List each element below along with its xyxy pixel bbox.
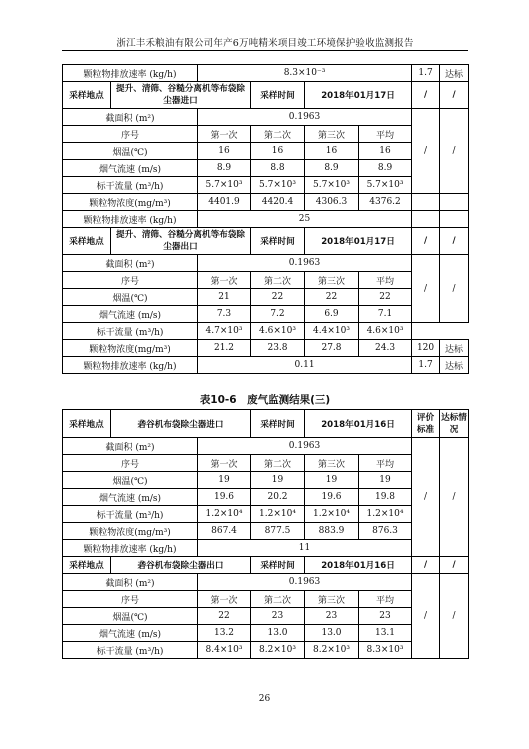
date-value: 2018年01月17日 (305, 82, 412, 109)
compliance-header: 达标情况 (440, 410, 469, 438)
site-value: 砻谷机布袋除尘器进口 (111, 410, 251, 438)
column-header: 第二次 (251, 272, 305, 289)
cell: 23.8 (251, 340, 305, 357)
slash-cell: / (440, 557, 469, 574)
cell: 13.1 (359, 625, 412, 642)
page-number: 26 (258, 694, 271, 704)
rate-label: 颗粒物排放速率 (kg/h) (63, 65, 198, 82)
cell: 876.3 (359, 523, 412, 540)
column-header: 第二次 (251, 455, 305, 472)
column-header: 第二次 (251, 126, 305, 143)
date-value: 2018年01月16日 (305, 557, 412, 574)
cell: 24.3 (359, 340, 412, 357)
cell: 19 (251, 472, 305, 489)
cell: 19.6 (198, 489, 251, 506)
row-label: 标干流量 (m³/h) (63, 642, 198, 659)
cell: 8.4×10³ (198, 642, 251, 659)
table-row (63, 357, 469, 374)
row-label: 颗粒物浓度(mg/m³) (63, 194, 198, 211)
column-header: 平均 (359, 272, 412, 289)
column-header: 第一次 (198, 126, 251, 143)
monitoring-table-1 (62, 64, 469, 374)
eval-standard-header: 评价标准 (412, 410, 440, 438)
limit-value: 1.7 (412, 357, 440, 374)
slash-cell: / (412, 82, 440, 109)
cell: 7.1 (359, 306, 412, 323)
cell: 5.7×10³ (251, 177, 305, 194)
limit-value: 120 (412, 340, 440, 357)
cell: 5.7×10³ (359, 177, 412, 194)
row-label: 标干流量 (m³/h) (63, 177, 198, 194)
column-header: 序号 (63, 272, 198, 289)
cell: 27.8 (305, 340, 359, 357)
header-row (63, 591, 469, 608)
cell: 4.4×10³ (305, 323, 359, 340)
cell: 23 (251, 608, 305, 625)
cell: 6.9 (305, 306, 359, 323)
cell: 8.2×10³ (251, 642, 305, 659)
site-row (63, 410, 469, 438)
slash-cell: / (412, 228, 440, 255)
row-label: 烟温(℃) (63, 472, 198, 489)
area-label: 截面积 (m²) (63, 255, 198, 272)
cell: 13.0 (305, 625, 359, 642)
area-value: 0.1963 (198, 109, 412, 126)
monitoring-table-2 (62, 409, 469, 659)
column-header: 序号 (63, 591, 198, 608)
cell: 22 (359, 289, 412, 306)
cell: 4.7×10³ (198, 323, 251, 340)
cell: 16 (251, 143, 305, 160)
time-label: 采样时间 (251, 82, 305, 109)
table-row (63, 523, 469, 540)
table-row (63, 438, 469, 455)
slash-cell: / (412, 255, 440, 323)
site-value: 砻谷机布袋除尘器出口 (111, 557, 251, 574)
cell: 1.2×10⁴ (359, 506, 412, 523)
time-label: 采样时间 (251, 228, 305, 255)
table-row (63, 625, 469, 642)
column-header: 序号 (63, 126, 198, 143)
cell: 7.3 (198, 306, 251, 323)
cell: 19 (359, 472, 412, 489)
cell: 13.2 (198, 625, 251, 642)
cell: 4.6×10³ (251, 323, 305, 340)
site-row (63, 82, 469, 109)
site-label: 采样地点 (63, 410, 111, 438)
column-header: 第一次 (198, 455, 251, 472)
row-label: 烟温(℃) (63, 608, 198, 625)
area-label: 截面积 (m²) (63, 109, 198, 126)
cell: 21.2 (198, 340, 251, 357)
table-row (63, 506, 469, 523)
date-value: 2018年01月16日 (305, 410, 412, 438)
cell: 16 (359, 143, 412, 160)
site-label: 采样地点 (63, 82, 111, 109)
area-value: 0.1963 (198, 438, 412, 455)
row-label: 颗粒物浓度(mg/m³) (63, 523, 198, 540)
column-header: 第二次 (251, 591, 305, 608)
row-label: 烟温(℃) (63, 143, 198, 160)
cell: 877.5 (251, 523, 305, 540)
table-row (63, 109, 469, 126)
table-row (63, 211, 469, 228)
table-row (63, 255, 469, 272)
area-label: 截面积 (m²) (63, 438, 198, 455)
table-row (63, 306, 469, 323)
table-row (63, 289, 469, 306)
cell: 23 (359, 608, 412, 625)
table-caption: 表10-6 废气监测结果(三) (199, 394, 331, 406)
slash-cell: / (440, 438, 469, 557)
cell: 8.2×10³ (305, 642, 359, 659)
cell: 16 (198, 143, 251, 160)
column-header: 第一次 (198, 272, 251, 289)
slash-cell: / (440, 109, 469, 194)
time-label: 采样时间 (251, 557, 305, 574)
blank-cell (440, 194, 469, 211)
date-value: 2018年01月17日 (305, 228, 412, 255)
slash-cell: / (412, 109, 440, 194)
slash-cell: / (440, 228, 469, 255)
column-header: 第三次 (305, 126, 359, 143)
table-row (63, 540, 469, 557)
table-row (63, 177, 469, 194)
cell: 19.6 (305, 489, 359, 506)
cell: 5.7×10³ (305, 177, 359, 194)
table-row (63, 574, 469, 591)
cell: 5.7×10³ (198, 177, 251, 194)
table-row (63, 642, 469, 659)
cell: 20.2 (251, 489, 305, 506)
cell: 22 (305, 289, 359, 306)
result-value: 达标 (440, 340, 469, 357)
page-header: 浙江丰禾粮油有限公司年产6万吨精米项目竣工环境保护验收监测报告 (116, 38, 414, 49)
cell: 23 (305, 608, 359, 625)
table-row (63, 608, 469, 625)
cell: 8.9 (359, 160, 412, 177)
header-rule (62, 50, 468, 51)
blank-cell (412, 211, 440, 228)
row-label: 烟温(℃) (63, 289, 198, 306)
slash-cell: / (440, 574, 469, 659)
rate-value: 25 (198, 211, 412, 228)
slash-cell: / (412, 557, 440, 574)
cell: 4.6×10³ (359, 323, 412, 340)
column-header: 第三次 (305, 591, 359, 608)
rate-value: 0.11 (198, 357, 412, 374)
cell: 22 (198, 608, 251, 625)
column-header: 第一次 (198, 591, 251, 608)
column-header: 第三次 (305, 272, 359, 289)
column-header: 第三次 (305, 455, 359, 472)
blank-cell (440, 211, 469, 228)
site-label: 采样地点 (63, 228, 111, 255)
result-value: 达标 (440, 357, 469, 374)
rate-label: 颗粒物排放速率 (kg/h) (63, 211, 198, 228)
cell: 1.2×10⁴ (305, 506, 359, 523)
cell: 22 (251, 289, 305, 306)
table-row (63, 143, 469, 160)
cell: 8.9 (198, 160, 251, 177)
cell: 13.0 (251, 625, 305, 642)
table-row (63, 160, 469, 177)
cell: 1.2×10⁴ (198, 506, 251, 523)
cell: 21 (198, 289, 251, 306)
table-row (63, 472, 469, 489)
cell: 4420.4 (251, 194, 305, 211)
cell: 8.9 (305, 160, 359, 177)
row-label: 颗粒物浓度(mg/m³) (63, 340, 198, 357)
row-label: 烟气流速 (m/s) (63, 160, 198, 177)
cell: 1.2×10⁴ (251, 506, 305, 523)
column-header: 序号 (63, 455, 198, 472)
cell: 7.2 (251, 306, 305, 323)
cell: 4401.9 (198, 194, 251, 211)
column-header: 平均 (359, 455, 412, 472)
row-label: 烟气流速 (m/s) (63, 306, 198, 323)
slash-cell: / (440, 82, 469, 109)
cell: 8.3×10³ (359, 642, 412, 659)
cell: 4306.3 (305, 194, 359, 211)
cell: 883.9 (305, 523, 359, 540)
cell: 19 (305, 472, 359, 489)
result-value: 达标 (440, 65, 469, 82)
site-value: 提升、清筛、谷糙分离机等布袋除尘器出口 (111, 228, 251, 255)
area-value: 0.1963 (198, 574, 412, 591)
row-label: 标干流量 (m³/h) (63, 506, 198, 523)
cell: 4376.2 (359, 194, 412, 211)
rate-value: 8.3×10⁻³ (198, 65, 412, 82)
site-label: 采样地点 (63, 557, 111, 574)
cell: 867.4 (198, 523, 251, 540)
time-label: 采样时间 (251, 410, 305, 438)
cell: 19 (198, 472, 251, 489)
blank-cell (412, 194, 440, 211)
limit-value: 1.7 (412, 65, 440, 82)
area-label: 截面积 (m²) (63, 574, 198, 591)
header-row (63, 272, 469, 289)
cell: 19.8 (359, 489, 412, 506)
table-row (63, 65, 469, 82)
header-row (63, 126, 469, 143)
area-value: 0.1963 (198, 255, 412, 272)
row-label: 烟气流速 (m/s) (63, 489, 198, 506)
column-header: 平均 (359, 126, 412, 143)
cell: 16 (305, 143, 359, 160)
site-row (63, 228, 469, 255)
table-row (63, 194, 469, 211)
row-label: 烟气流速 (m/s) (63, 625, 198, 642)
table-row (63, 323, 469, 340)
site-value: 提升、清筛、谷糙分离机等布袋除尘器进口 (111, 82, 251, 109)
site-row (63, 557, 469, 574)
slash-cell: / (412, 574, 440, 659)
rate-label: 颗粒物排放速率 (kg/h) (63, 357, 198, 374)
slash-cell: / (440, 255, 469, 323)
cell: 8.8 (251, 160, 305, 177)
table-row (63, 340, 469, 357)
header-row (63, 455, 469, 472)
column-header: 平均 (359, 591, 412, 608)
row-label: 标干流量 (m³/h) (63, 323, 198, 340)
slash-cell: / (412, 438, 440, 557)
table-row (63, 489, 469, 506)
rate-label: 颗粒物排放速率 (kg/h) (63, 540, 198, 557)
rate-value: 11 (198, 540, 412, 557)
